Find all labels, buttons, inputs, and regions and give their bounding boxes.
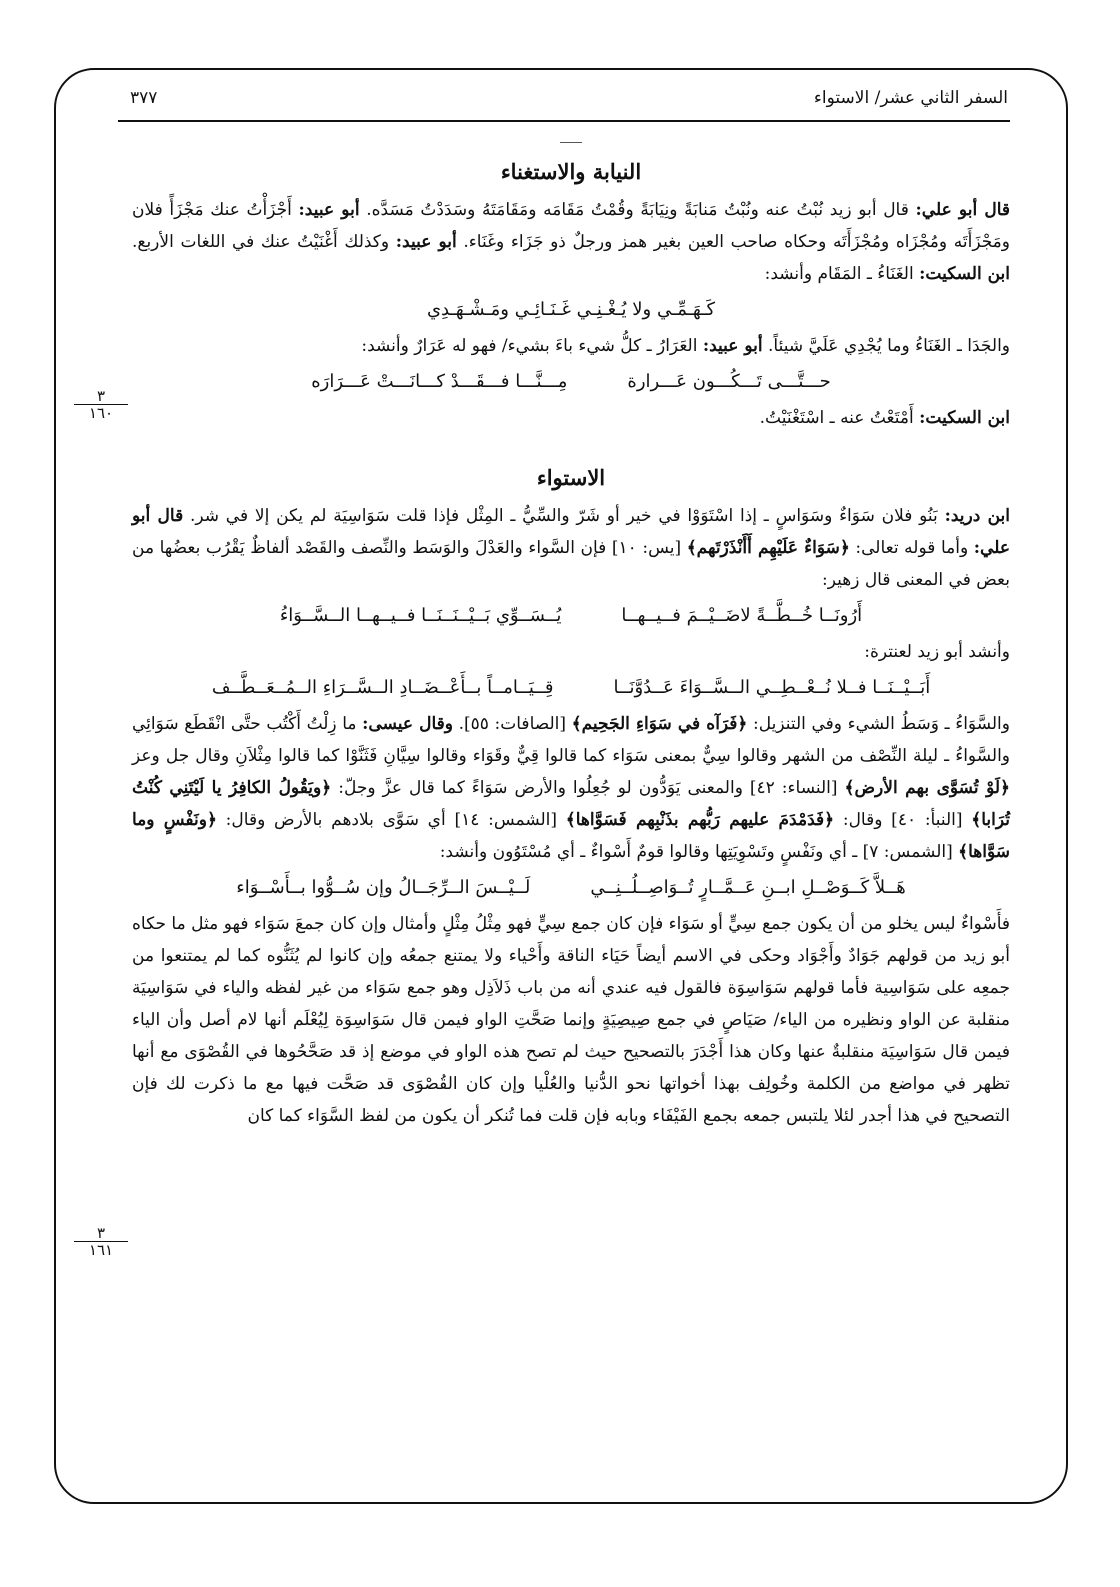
speaker-label: أبو عبيد: [702, 336, 763, 356]
paragraph: وأنشد أبو زيد لعنترة: [864, 642, 1010, 662]
hemistich: مِـــنَّـــا فـــقَـــدْ كـــانَـــتْ عَـــرَارَه [311, 371, 568, 392]
running-head: السفر الثاني عشر/ الاستواء [813, 88, 1008, 108]
quran-quote: ﴿ونَفْسٍ وما سَوَّاها﴾ [132, 810, 1010, 862]
verse-line [132, 366, 1010, 398]
paragraph: ابن دريد: بَنُو فلان سَوَاءٌ وسَوَاسٍ ـ إذا اسْتَوَوْا في خير أو شَرّ والسِّيُّ ـ المِثْل فإذا قلت سَوَاسِيَة لم يكن إلا في شر. قال أبو علي: وأما قوله تعالى: ﴿سَوَاءٌ عَلَيْهِم أَأَنْذَرْتَهم﴾ [يس: ١٠] فإن السَّواء والعَدْلَ والوَسَط والنِّصف والقَصْد ألفاظٌ يَقْرُب بعضُها من بعض في المعنى قال زهير: [132, 506, 1010, 590]
quran-quote: ﴿ويَقُولُ الكافِرُ يا لَيْتَنِي كُنْتُ تُرَابا﴾ [132, 778, 1010, 830]
hemistich: أَرُونَــا خُــطَّــةً لاضَــيْــمَ فــيــهــا [621, 605, 863, 626]
quran-quote: ﴿فَرَآه في سَوَاءِ الجَحِيم﴾ [571, 714, 748, 734]
section-title-istiwa: الاستواء [536, 465, 606, 490]
margin-reference: ٣ ١٦٠ [74, 388, 128, 421]
margin-reference: ٣ ١٦١ [74, 1225, 128, 1258]
hemistich: لَــيْــسَ الــرِّجَــالُ وإن سُــوُّوا بــأَسْــوَاء [236, 877, 531, 898]
hemistich: حـــتَّـــى تَـــكُـــون عَـــرارة [627, 371, 831, 392]
speaker-label: ابن السكيت: [919, 408, 1010, 428]
speaker-label: ابن دريد: [944, 506, 1010, 526]
decorative-mark [560, 142, 582, 143]
quran-quote: ﴿فَدَمْدَمَ عليهم رَبُّهم بذَنْبِهم فَسَوَّاها﴾ [565, 810, 835, 830]
page-number: ٣٧٧ [130, 88, 158, 108]
quran-quote: ﴿سَوَاءٌ عَلَيْهِم أَأَنْذَرْتَهم﴾ [686, 538, 850, 558]
paragraph: ابن السكيت: أَمْتَعْتُ عنه ـ اسْتَغْنَيْتُ. [759, 408, 1010, 428]
speaker-label: وقال عيسى: [362, 714, 454, 734]
paragraph: والجَدَا ـ الغَنَاءُ وما يُجْدِي عَلَيَّ شيئاً. أبو عبيد: العَرَارُ ـ كلُّ شيء باءَ بشيء/ فهو له عَرَارٌ وأنشد: [361, 336, 1010, 356]
speaker-label: قال أبو علي: [915, 200, 1010, 220]
hemistich: أَبَــيْــنَــا فــلا نُــعْــطِــي الــسَّــوَاءَ عَــدُوَّنَــا [613, 677, 931, 698]
page-body [132, 150, 1010, 1132]
page-header [130, 88, 1008, 116]
speaker-label: أبو عبيد: [395, 232, 457, 252]
paragraph: فأَسْواءٌ ليس يخلو من أن يكون جمع سِيٍّ أو سَوَاء فإن كان جمع سِيٍّ فهو مِثْلُ مِثْلٍ وأمثال وإن كان جمعَ سَوَاء فهو مثل ما حكاه أبو زيد من قولهم جَوَادٌ وأَجْوَاد وحكى في الاسم أيضاً حَيَاء الناقة وأَحْياء ولا يمتنع جمعُه وإن كانوا لم يُثَنُّوه كما لم يمتنعوا من جمعِه على سَوَاسِية فأما قولهم سَوَاسِوَة فالقول فيه عندي أنه من باب ذَلاَذِل وهو جمع سَوَاء من غير لفظه والياء في سَوَاسِيَة منقلبة عن الواو ونظيره من الياء/ صَيَاصٍ في جمع صِيصِيَةٍ وإنما صَحَّتِ الواو فيمن قال سَوَاسِوَة لِيُعْلَم أنها لام أصل وأن الياء فيمن قال سَوَاسِيَة منقلبةٌ عنها وكان هذا أَجْدَرَ بالتصحيح حيث لم تصح هذه الواو في موضع إذ قد صَحَّحُوها في القُصْوَى مع أنها تظهر في مواضع من الكلمة وخُولِف بهذا أخواتها نحو الدُّنيا والعُلْيا وإن كان القُصْوَى قد صَحَّت فيها مع ما ذكرت لك فإن التصحيح في هذا أجدر لئلا يلتبس جمعه بجمع الفَيْفَاء وبابه فإن قلت فما تُنكر أن يكون من لفظ السَّوَاء كما كان [132, 914, 1010, 1126]
verse-line [132, 872, 1010, 904]
verse-line [132, 672, 1010, 704]
quran-quote: ﴿لَوْ تُسَوَّى بهم الأرض﴾ [844, 778, 1010, 798]
hemistich: يُــسَــوِّي بَــيْــنَــنَــا فــيــهــا الــسَّــوَاءُ [279, 605, 562, 626]
paragraph: والسَّوَاءُ ـ وَسَطُ الشيء وفي التنزيل: ﴿فَرَآه في سَوَاءِ الجَحِيم﴾ [الصافات: ٥٥]. وقال عيسى: ما زِلْتُ أَكْتُب حتَّى انْقَطَع سَوَائِي والسَّواءُ ـ ليلة النِّصْف من الشهر وقالوا سِيٌّ بمعنى سَوَاء كما قالوا قِيٌّ وقَوَاء وقالوا سِيَّانِ فَثَنَّوْا كما قالوا مِثْلاَنِ وقال جل وعز ﴿لَوْ تُسَوَّى بهم الأرض﴾ [النساء: ٤٢] والمعنى يَوَدُّون لو جُعِلُوا والأرض سَوَاءً كما قال عزَّ وجلّ: ﴿ويَقُولُ الكافِرُ يا لَيْتَنِي كُنْتُ تُرَابا﴾ [النبأ: ٤٠] وقال: ﴿فَدَمْدَمَ عليهم رَبُّهم بذَنْبِهم فَسَوَّاها﴾ [الشمس: ١٤] أي سَوَّى بلادهم بالأرض وقال: ﴿ونَفْسٍ وما سَوَّاها﴾ [الشمس: ٧] ـ أي ونَفْسٍ وتَسْوِيَتِها وقالوا قومٌ أَسْواءٌ ـ أي مُسْتَوُون وأنشد: [132, 714, 1010, 862]
speaker-label: أبو عبيد: [298, 200, 360, 220]
section-title-niyaba: النيابة والاستغناء [500, 159, 642, 184]
verse-line: كَـهَـمِّـي ولا يُـغْـنِـي غَـنَـائِـي ومَـشْـهَـدِي [426, 299, 716, 320]
speaker-label: ابن السكيت: [919, 264, 1010, 284]
paragraph: قال أبو علي: قال أبو زيد نُبْتُ عنه ونُبْتُ مَنابَةً ونِيَابَةً وقُمْتُ مَقَامَه ومَقَامَتَهُ وسَدَدْتُ مَسَدَّه. أبو عبيد: أَجْزَأْتُ عنك مَجْزَأً فلان ومَجْزَأَتَه ومُجْزَاه ومُجْزَأَتَه وحكاه صاحب العين بغير همز ورجلٌ ذو جَزَاء وغَنَاء. أبو عبيد: وكذلك أَغْنَيْتُ عنك في اللغات الأربع. ابن السكيت: الغَنَاءُ ـ المَقَام وأنشد: [132, 200, 1010, 284]
hemistich: هَــلاَّ كَــوَصْــلِ ابــنِ عَــمَّــارٍ تُــوَاصِــلُــنِــي [590, 877, 906, 898]
speaker-label: قال أبو علي: [132, 506, 1010, 558]
verse-line [132, 600, 1010, 632]
header-rule [118, 120, 1010, 122]
hemistich: قِــيَــامــاً بــأَعْــضَــادِ الــسَّــرَاءِ الــمُــعَــطَّــف [211, 677, 554, 698]
